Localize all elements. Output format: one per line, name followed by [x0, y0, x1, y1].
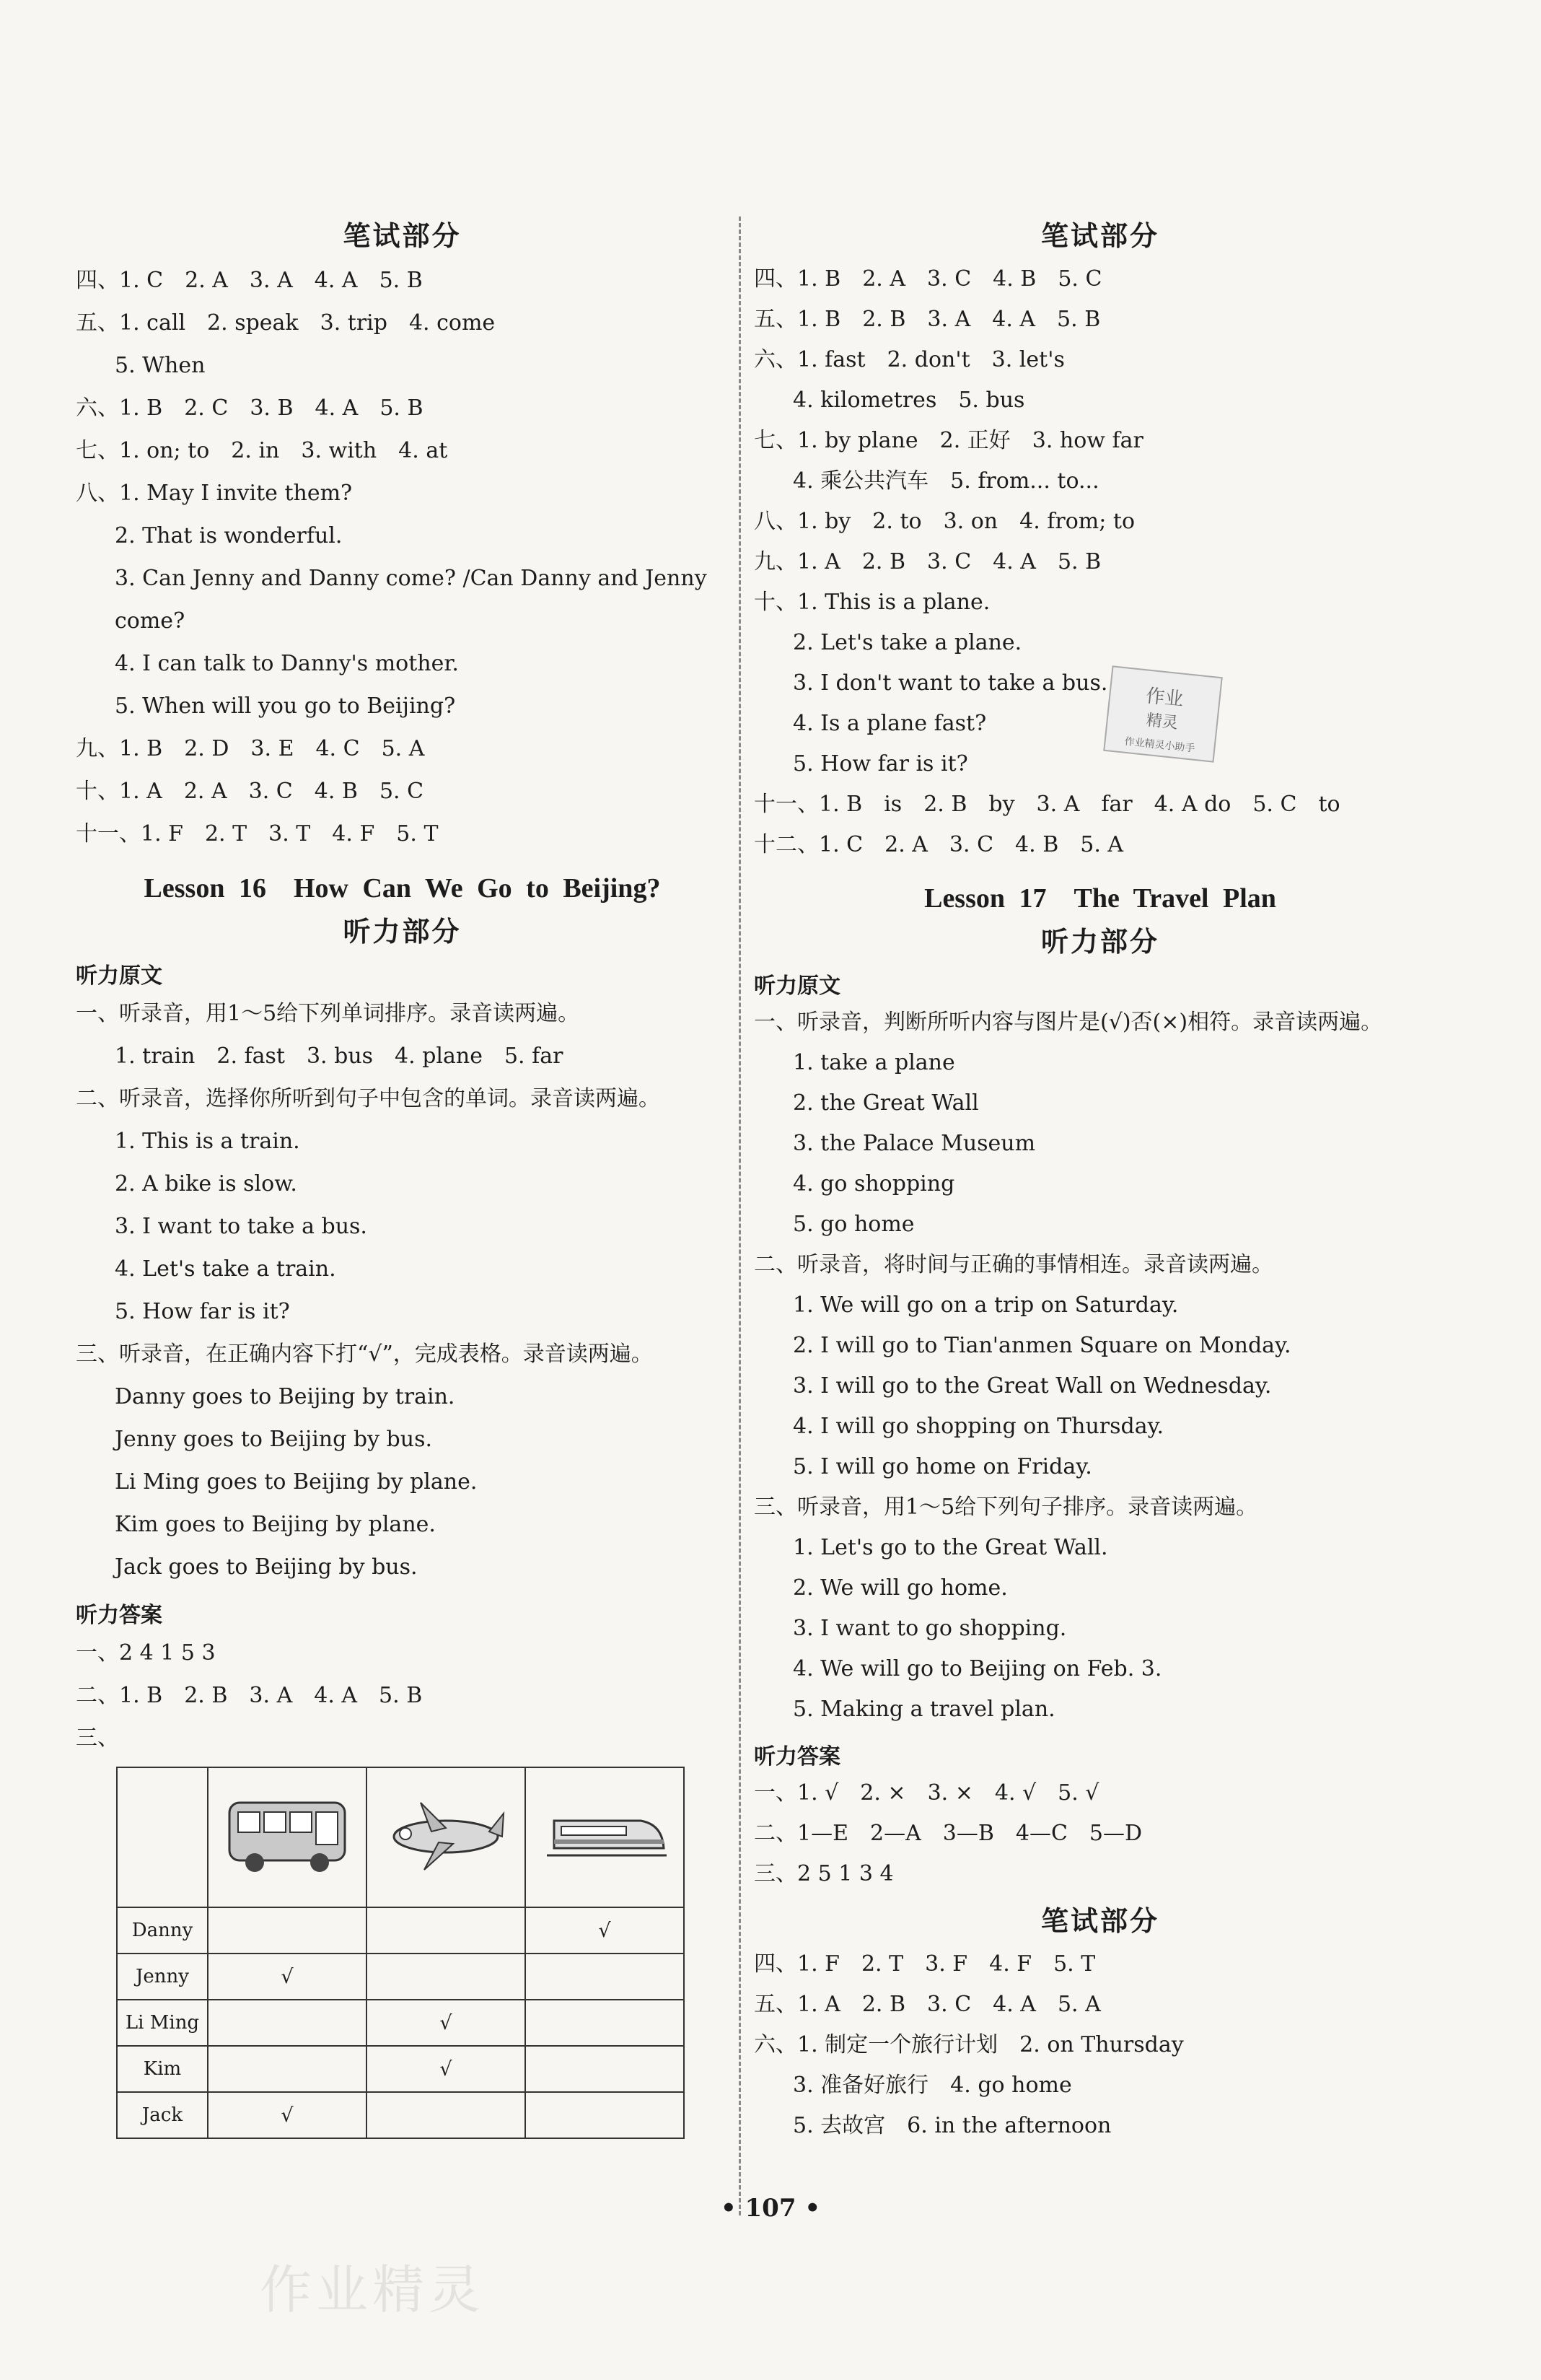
- stamp-text: 作业: [1144, 685, 1185, 711]
- answer-line: 3. Can Jenny and Danny come? /Can Danny and Jenny come?: [115, 566, 707, 634]
- stamp-text: 作业精灵小助手: [1123, 735, 1196, 755]
- question-line: 2. We will go home.: [793, 1575, 1008, 1601]
- section-heading-listening: 听力部分: [343, 915, 462, 948]
- question-line: 4. Let's take a train.: [115, 1256, 336, 1282]
- answer-line: 2. That is wonderful.: [115, 523, 343, 548]
- lesson-title: Lesson 17 The Travel Plan: [924, 883, 1276, 914]
- stamp-text: 精灵: [1145, 711, 1180, 733]
- bus-cell: [208, 1907, 366, 1954]
- listening-script-label: 听力原文: [754, 974, 840, 999]
- answer-line: 4. I can talk to Danny's mother.: [115, 651, 459, 676]
- answer-line: 4. Is a plane fast?: [793, 711, 987, 736]
- section-heading-written: 笔试部分: [1040, 1904, 1159, 1937]
- answer-line: 5. 去故宫 6. in the afternoon: [793, 2113, 1112, 2138]
- transport-answer-table: [116, 1767, 685, 2139]
- question-line: 2. I will go to Tian'anmen Square on Monday.: [793, 1333, 1291, 1358]
- section-heading-written: 笔试部分: [343, 219, 462, 252]
- stamp-logo: [1103, 665, 1223, 762]
- bus-cell: [208, 2046, 366, 2092]
- plane-icon: [381, 1792, 511, 1878]
- plane-cell: [366, 1907, 525, 1954]
- question-line: Li Ming goes to Beijing by plane.: [115, 1469, 478, 1495]
- section-heading-listening: 听力部分: [1040, 925, 1159, 958]
- right-column: [754, 209, 1446, 2146]
- answer-line: 4. kilometres 5. bus: [793, 388, 1025, 413]
- answer-line: 四、1. C 2. A 3. A 4. A 5. B: [76, 268, 423, 293]
- question-line: 5. How far is it?: [115, 1299, 290, 1324]
- question-line: 1. Let's go to the Great Wall.: [793, 1535, 1108, 1560]
- answer-line: 四、1. B 2. A 3. C 4. B 5. C: [754, 266, 1102, 292]
- question-line: 1. We will go on a trip on Saturday.: [793, 1292, 1179, 1318]
- question-line: 3. I want to take a bus.: [115, 1214, 367, 1239]
- question-line: 5. I will go home on Friday.: [793, 1454, 1092, 1479]
- question-line: 三、听录音，用1～5给下列句子排序。录音读两遍。: [754, 1495, 1258, 1520]
- question-line: 2. the Great Wall: [793, 1090, 979, 1116]
- question-line: 3. the Palace Museum: [793, 1131, 1036, 1156]
- name-cell: Kim: [117, 2046, 208, 2092]
- answer-line: 十一、1. B is 2. B by 3. A far 4. A do 5. C to: [754, 792, 1340, 817]
- table-corner-cell: [117, 1767, 208, 1907]
- answer-line: 五、1. call 2. speak 3. trip 4. come: [76, 310, 496, 336]
- table-row: [117, 2046, 684, 2092]
- answer-line: 六、1. B 2. C 3. B 4. A 5. B: [76, 395, 423, 421]
- answer-line: 五、1. B 2. B 3. A 4. A 5. B: [754, 307, 1101, 332]
- answer-line: 4. 乘公共汽车 5. from... to...: [793, 468, 1099, 494]
- answer-line: 八、1. May I invite them?: [76, 481, 353, 506]
- question-line: Kim goes to Beijing by plane.: [115, 1512, 436, 1537]
- answer-line: 5. When: [115, 353, 206, 378]
- question-line: 1. train 2. fast 3. bus 4. plane 5. far: [115, 1044, 563, 1069]
- table-row: [117, 1907, 684, 1954]
- lesson-title: Lesson 16 How Can We Go to Beijing?: [144, 873, 661, 904]
- train-cell: [525, 2000, 684, 2046]
- question-line: 4. go shopping: [793, 1171, 955, 1196]
- name-cell: Danny: [117, 1907, 208, 1954]
- question-line: Jenny goes to Beijing by bus.: [115, 1427, 433, 1452]
- bus-picture-cell: [208, 1767, 366, 1907]
- listening-script-label: 听力原文: [76, 963, 162, 989]
- plane-cell: [366, 1954, 525, 2000]
- train-picture-cell: [525, 1767, 684, 1907]
- answer-line: 3. I don't want to take a bus.: [793, 670, 1108, 696]
- train-cell: [525, 2046, 684, 2092]
- name-cell: Li Ming: [117, 2000, 208, 2046]
- answer-line: 七、1. on; to 2. in 3. with 4. at: [76, 438, 448, 463]
- answer-line: 一、1. √ 2. × 3. × 4. √ 5. √: [754, 1780, 1099, 1806]
- plane-picture-cell: [366, 1767, 525, 1907]
- plane-cell: [366, 2092, 525, 2138]
- left-column: [76, 209, 729, 2139]
- bus-cell: √: [208, 1954, 366, 2000]
- bus-cell: [208, 2000, 366, 2046]
- column-divider: [739, 216, 741, 2215]
- train-cell: √: [525, 1907, 684, 1954]
- answer-line: 5. How far is it?: [793, 751, 968, 776]
- bus-cell: √: [208, 2092, 366, 2138]
- question-line: 1. This is a train.: [115, 1129, 300, 1154]
- question-line: 二、听录音，选择你所听到句子中包含的单词。录音读两遍。: [76, 1086, 660, 1111]
- section-heading-written: 笔试部分: [1040, 219, 1159, 252]
- table-row: [117, 1954, 684, 2000]
- answer-line: 5. When will you go to Beijing?: [115, 694, 456, 719]
- answer-line: 二、1—E 2—A 3—B 4—C 5—D: [754, 1821, 1143, 1846]
- question-line: Danny goes to Beijing by train.: [115, 1384, 455, 1409]
- listening-answers-label: 听力答案: [754, 1744, 840, 1769]
- question-line: 二、听录音，将时间与正确的事情相连。录音读两遍。: [754, 1252, 1273, 1277]
- question-line: 2. A bike is slow.: [115, 1171, 297, 1196]
- plane-cell: √: [366, 2046, 525, 2092]
- name-cell: Jenny: [117, 1954, 208, 2000]
- watermark: 作业精灵: [260, 2259, 486, 2320]
- answer-line: 六、1. 制定一个旅行计划 2. on Thursday: [754, 2032, 1184, 2057]
- answer-line: 2. Let's take a plane.: [793, 630, 1022, 655]
- table-row: [117, 2092, 684, 2138]
- answer-line: 十、1. A 2. A 3. C 4. B 5. C: [76, 779, 424, 804]
- question-line: 5. Making a travel plan.: [793, 1697, 1055, 1722]
- train-cell: [525, 1954, 684, 2000]
- name-cell: Jack: [117, 2092, 208, 2138]
- question-line: 3. I will go to the Great Wall on Wednesday.: [793, 1373, 1272, 1399]
- table-row: [117, 2000, 684, 2046]
- answer-line: 十二、1. C 2. A 3. C 4. B 5. A: [754, 832, 1124, 857]
- question-line: 三、听录音，在正确内容下打“√”，完成表格。录音读两遍。: [76, 1342, 653, 1367]
- answer-line: 六、1. fast 2. don't 3. let's: [754, 347, 1065, 372]
- question-line: 一、听录音，判断所听内容与图片是(√)否(×)相符。录音读两遍。: [754, 1010, 1383, 1035]
- question-line: 1. take a plane: [793, 1050, 955, 1075]
- plane-cell: √: [366, 2000, 525, 2046]
- answer-line: 三、2 5 1 3 4: [754, 1861, 894, 1886]
- page-number: • 107 •: [720, 2194, 821, 2223]
- answer-line: 3. 准备好旅行 4. go home: [793, 2073, 1072, 2098]
- answer-line: 二、1. B 2. B 3. A 4. A 5. B: [76, 1683, 423, 1708]
- answer-line: 五、1. A 2. B 3. C 4. A 5. A: [754, 1992, 1101, 2017]
- listening-answers-label: 听力答案: [76, 1603, 162, 1628]
- answer-line: 一、2 4 1 5 3: [76, 1640, 216, 1666]
- question-line: 4. I will go shopping on Thursday.: [793, 1414, 1164, 1439]
- question-line: 一、听录音，用1～5给下列单词排序。录音读两遍。: [76, 1001, 580, 1026]
- answer-line: 十、1. This is a plane.: [754, 590, 991, 615]
- bus-icon: [222, 1792, 352, 1878]
- train-icon: [540, 1792, 669, 1878]
- question-line: 4. We will go to Beijing on Feb. 3.: [793, 1656, 1162, 1681]
- question-line: 3. I want to go shopping.: [793, 1616, 1067, 1641]
- answer-line: 三、: [76, 1725, 119, 1751]
- question-line: Jack goes to Beijing by bus.: [115, 1554, 418, 1580]
- train-cell: [525, 2092, 684, 2138]
- answer-line: 九、1. A 2. B 3. C 4. A 5. B: [754, 549, 1102, 574]
- question-line: 5. go home: [793, 1212, 915, 1237]
- answer-line: 十一、1. F 2. T 3. T 4. F 5. T: [76, 821, 439, 846]
- answer-line: 七、1. by plane 2. 正好 3. how far: [754, 428, 1143, 453]
- answer-line: 九、1. B 2. D 3. E 4. C 5. A: [76, 736, 425, 761]
- answer-line: 八、1. by 2. to 3. on 4. from; to: [754, 509, 1136, 534]
- answer-line: 四、1. F 2. T 3. F 4. F 5. T: [754, 1951, 1096, 1977]
